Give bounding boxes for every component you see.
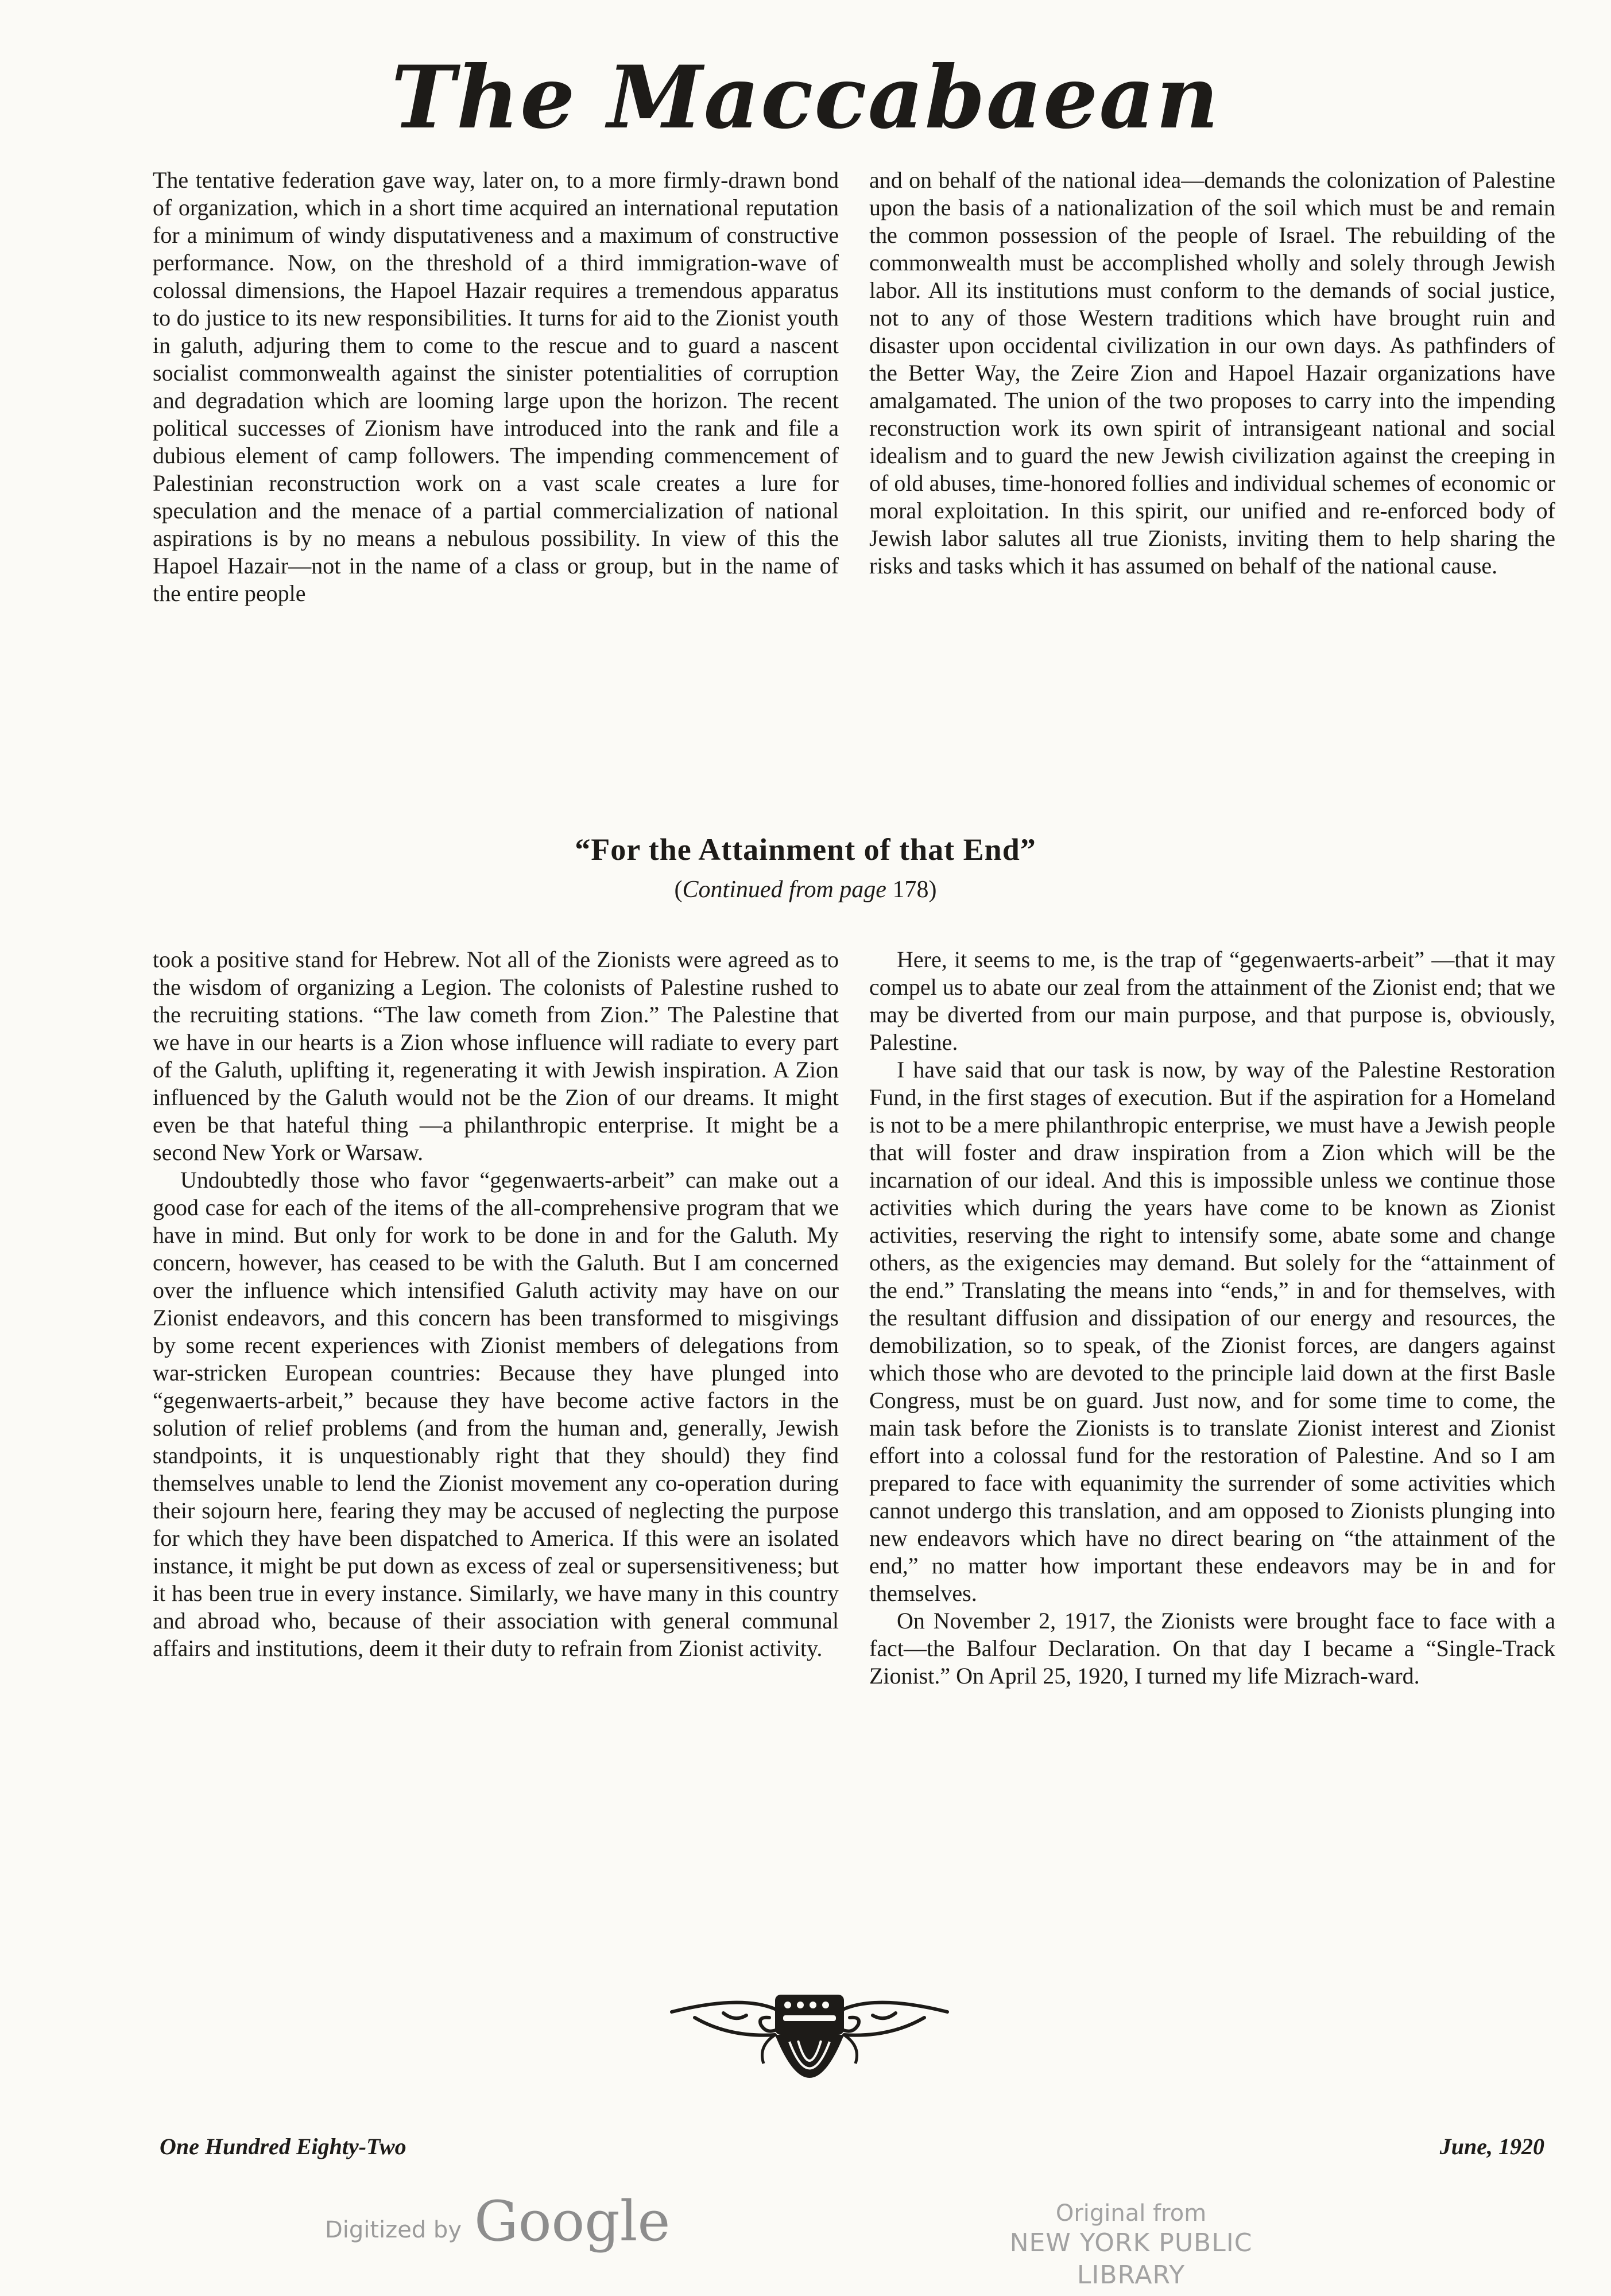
paragraph: The tentative federation gave way, later on, to a more firmly-drawn bond of organization, which in a short time acquired an international reputation for a minimum of windy disputativeness and a maximum of constructive performance. Now, on the threshold of a third immigration-wave of colossal dimensions, the Hapoel Hazair requires a tremendous apparatus to do justice to its new responsibilities. It turns for aid to the Zionist youth in galuth, adjuring them to come to the rescue and to guard a nascent socialist commonwealth against the sinister potentialities of corruption and degradation which are looming large upon the horizon. The recent political successes of Zionism have introduced into the rank and file a dubious element of camp followers. The impending commencement of Palestinian reconstruction work on a vast scale creates a lure for speculation and the menace of a partial commercialization of national aspirations is by no means a nebulous possibility. In view of this the Hapoel Hazair—not in the name of a class or group, but in the name of the entire people xyxy=(153,167,839,606)
paragraph: Undoubtedly those who favor “gegenwaerts-arbeit” can make out a good case for each of the items of the all-comprehensive program that we have in mind. But only for work to be done in and for the Galuth. My concern, however, has ceased to be with the Galuth. But I am concerned over the influence which intensified Galuth activity may have on our Zionist endeavors, and this concern has been transformed to misgivings by some recent experiences with Zionist members of delegations from war-stricken European countries: Because they have plunged into “gegenwaerts-arbeit,” because they have become active factors in the solution of relief problems (and from the human and, generally, Jewish standpoints, it is unquestionably right that they should) they find themselves unable to lend the Zionist movement any co-operation during their sojourn here, fearing they may be accused of neglecting the purpose for which they have been dispatched to America. If this were an isolated instance, it might be put down as excess of zeal or supersensitiveness; but it has been true in every instance. Similarly, we have many in this country and abroad who, because of their association with general communal affairs and institutions, deem it their duty to refrain from Zionist activity. xyxy=(153,1167,839,1661)
issue-date: June, 1920 xyxy=(1439,2134,1544,2159)
paragraph: I have said that our task is now, by way of the Palestine Restoration Fund, in the first stages of execution. But if the aspiration for a Homeland is not to be a mere philanthropic enterprise, we must have a Jewish people that will foster and draw inspiration from a Zion which will be the incarnation of our ideal. And this is impossible unless we continue those activities which during the years have come to be known as Zionist activities, reserving the right to intensify some, abate some and change others, as the exigencies may demand. But solely for the “attainment of the end.” Translating the means into “ends,” in and for themselves, with the resultant diffusion and dissipation of our energy and resources, the demobilization, so to speak, of the Zionist forces, are dangers against which those who are devoted to the principle laid down at the first Basle Congress, must be on guard. Just now, and for some time to come, the main task before the Zionists is to translate Zionist interest and Zionist effort into a colossal fund for the restoration of Palestine. And so I am prepared to face with equanimity the surrender of some activities which cannot undergo this translation, and am opposed to Zionists plunging into new endeavors which have no direct bearing on “the attainment of the end,” no matter how important these endeavors may be in and for themselves. xyxy=(869,1057,1555,1606)
page-number-label: One Hundred Eighty-Two xyxy=(160,2134,406,2159)
bottom-left-column xyxy=(153,946,839,1662)
original-from-label: Original from xyxy=(1055,2200,1207,2227)
top-right-column xyxy=(869,166,1555,580)
library-source-watermark xyxy=(959,2200,1303,2291)
digitized-by-label: Digitized by xyxy=(325,2217,462,2243)
continued-note xyxy=(0,874,1611,906)
digitized-by-google-watermark xyxy=(325,2190,670,2253)
library-name: NEW YORK PUBLIC LIBRARY xyxy=(1009,2228,1253,2290)
scroll-vase-ornament-icon xyxy=(660,1977,959,2121)
continued-open-paren: ( xyxy=(674,876,683,903)
continued-text: Continued from page xyxy=(682,876,886,903)
paragraph: took a positive stand for Hebrew. Not all of the Zionists were agreed as to the wisdom of organizing a Legion. The colonists of Palestine rushed to the recruiting stations. “The law cometh from Zion.” The Palestine that we have in our hearts is a Zion whose influence will radiate to every part of the Galuth, uplifting it, regenerating it with Jewish inspiration. A Zion influenced by the Galuth would not be the Zion of our dreams. It might even be that hateful thing —a philanthropic enterprise. It might be a second New York or Warsaw. xyxy=(153,947,839,1165)
continued-page: 178) xyxy=(892,876,937,903)
google-logo: Google xyxy=(474,2189,671,2254)
top-left-column xyxy=(153,166,839,607)
article-title: “For the Attainment of that End” xyxy=(575,832,1036,867)
paragraph: and on behalf of the national idea—demands the colonization of Palestine upon the basis of a nationalization of the soil which must be and remain the common possession of the people of Israel. The rebuilding of the commonwealth must be accomplished wholly and solely through Jewish labor. All its institutions must conform to the demands of social justice, not to any of those Western traditions which have brought ruin and disaster upon occidental civilization in our own days. As pathfinders of the Better Way, the Zeire Zion and Hapoel Hazair organizations have amalgamated. The union of the two proposes to carry into the impending reconstruction work its own spirit of intransigeant national and social idealism and to guard the new Jewish civilization against the creeping in of old abuses, time-honored follies and individual schemes of economic or moral exploitation. In this spirit, our unified and re-enforced body of Jewish labor salutes all true Zionists, inviting them to help sharing the risks and tasks which it has assumed on behalf of the national cause. xyxy=(869,167,1555,579)
paragraph: On November 2, 1917, the Zionists were brought face to face with a fact—the Balfour Declaration. On that day I became a “Single-Track Zionist.” On April 25, 1920, I turned my life Mizrach-ward. xyxy=(869,1608,1555,1689)
paragraph: Here, it seems to me, is the trap of “gegenwaerts-arbeit” —that it may compel us to abate our zeal from the attainment of the Zionist end; that we may be diverted from our main purpose, and that purpose is, obviously, Palestine. xyxy=(869,947,1555,1055)
masthead-title: The Maccabaean xyxy=(391,47,1220,148)
bottom-right-column xyxy=(869,946,1555,1690)
